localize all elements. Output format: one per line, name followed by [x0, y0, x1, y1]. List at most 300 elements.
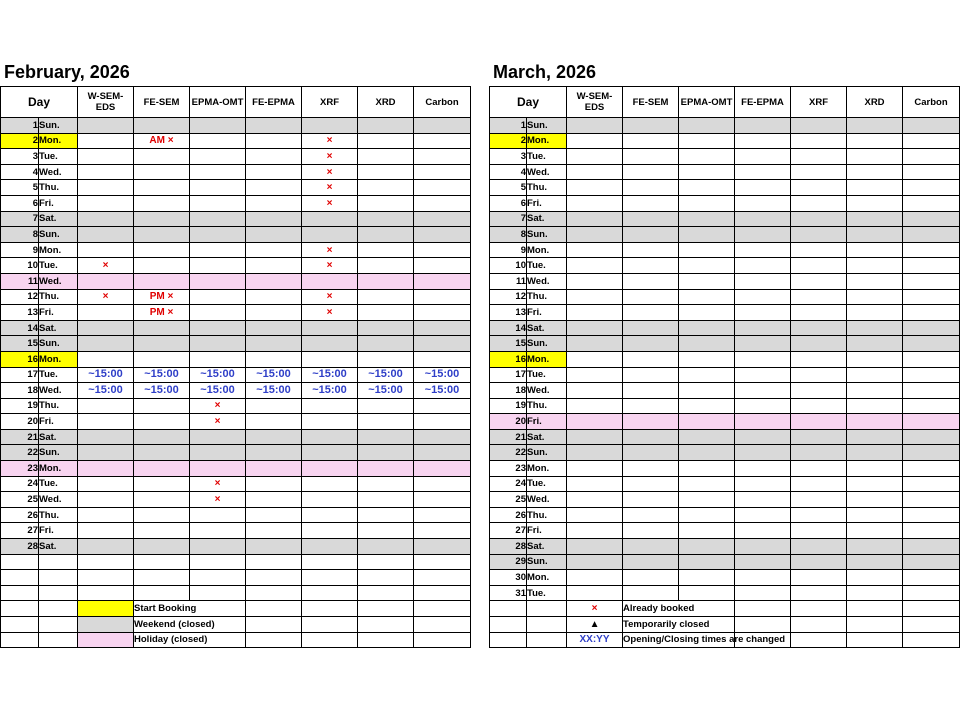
- booking-cell: [414, 149, 471, 165]
- booking-cell: [190, 414, 246, 430]
- booking-cell: [847, 367, 903, 383]
- day-number: 22: [490, 445, 527, 461]
- weekday: Thu.: [527, 398, 567, 414]
- weekday: Thu.: [527, 507, 567, 523]
- booking-cell: [190, 258, 246, 274]
- booking-cell: [134, 180, 190, 196]
- booking-cell: [78, 398, 134, 414]
- booking-cell: [679, 242, 735, 258]
- empty-cell: [39, 570, 78, 586]
- time-sample: XX:YY: [579, 634, 610, 646]
- booking-cell: [567, 523, 623, 539]
- empty-cell: [190, 570, 246, 586]
- empty-cell: [302, 585, 358, 601]
- booking-cell: [78, 180, 134, 196]
- weekday: Fri.: [527, 523, 567, 539]
- day-row: [1, 305, 471, 321]
- booking-cell: [134, 445, 190, 461]
- day-row: [1, 367, 471, 383]
- booking-cell: [134, 227, 190, 243]
- booking-cell: [134, 211, 190, 227]
- booking-cell: [78, 461, 134, 477]
- weekday: Fri.: [39, 195, 78, 211]
- column-header-fe-sem: FE-SEM: [623, 87, 679, 118]
- booking-cell: [414, 133, 471, 149]
- booking-cell: [791, 429, 847, 445]
- booking-cell: [134, 242, 190, 258]
- booking-cell: [679, 351, 735, 367]
- booking-cell: [134, 118, 190, 134]
- booked-mark: ×: [214, 416, 221, 428]
- booking-cell: [679, 570, 735, 586]
- booking-cell: [567, 180, 623, 196]
- booking-cell: [679, 585, 735, 601]
- empty-cell: [39, 617, 78, 633]
- empty-cell: [302, 554, 358, 570]
- booking-cell: [246, 164, 302, 180]
- legend-label: Temporarily closed: [623, 617, 735, 633]
- booking-cell: [735, 367, 791, 383]
- booking-cell: [358, 351, 414, 367]
- booking-cell: [567, 398, 623, 414]
- booked-mark: ×: [326, 306, 333, 318]
- empty-cell: [246, 617, 302, 633]
- empty-cell: [134, 585, 190, 601]
- booking-cell: [679, 320, 735, 336]
- empty-cell: [414, 554, 471, 570]
- booking-cell: [791, 539, 847, 555]
- booking-cell: [134, 289, 190, 305]
- booking-cell: [847, 383, 903, 399]
- booking-cell: [414, 429, 471, 445]
- weekday: Fri.: [39, 305, 78, 321]
- day-row: [1, 180, 471, 196]
- booking-cell: [735, 227, 791, 243]
- booking-cell: [623, 429, 679, 445]
- day-number: 20: [490, 414, 527, 430]
- booking-cell: [903, 507, 960, 523]
- booking-cell: [190, 164, 246, 180]
- column-header-carbon: Carbon: [903, 87, 960, 118]
- booking-cell: [358, 133, 414, 149]
- booked-mark: ×: [214, 400, 221, 412]
- booking-cell: [567, 195, 623, 211]
- empty-cell: [39, 585, 78, 601]
- weekday: Sat.: [527, 539, 567, 555]
- booking-cell: [246, 211, 302, 227]
- booking-cell: [791, 461, 847, 477]
- booking-cell: [414, 492, 471, 508]
- booked-mark: AM ×: [149, 135, 174, 147]
- booking-cell: [78, 305, 134, 321]
- booking-cell: [791, 336, 847, 352]
- booking-cell: [302, 258, 358, 274]
- booking-cell: [358, 164, 414, 180]
- day-number: 7: [490, 211, 527, 227]
- booking-cell: [903, 539, 960, 555]
- weekday: Sat.: [39, 539, 78, 555]
- booking-cell: [567, 383, 623, 399]
- weekday: Sun.: [527, 554, 567, 570]
- booking-cell: [302, 367, 358, 383]
- booking-cell: [791, 227, 847, 243]
- booking-cell: [903, 476, 960, 492]
- booking-cell: [847, 414, 903, 430]
- booking-cell: [567, 289, 623, 305]
- day-row: [1, 211, 471, 227]
- booking-cell: [567, 507, 623, 523]
- booking-cell: [903, 164, 960, 180]
- time-change: ~15:00: [256, 368, 291, 381]
- booked-mark: ×: [326, 260, 333, 272]
- booking-cell: [735, 585, 791, 601]
- booking-cell: [190, 461, 246, 477]
- day-number: 18: [490, 383, 527, 399]
- booked-mark: PM ×: [149, 291, 174, 303]
- empty-cell: [302, 617, 358, 633]
- booking-cell: [358, 383, 414, 399]
- booking-cell: [414, 445, 471, 461]
- day-row: [1, 523, 471, 539]
- booking-cell: [414, 273, 471, 289]
- booking-cell: [134, 507, 190, 523]
- booking-cell: [414, 351, 471, 367]
- booking-cell: [567, 258, 623, 274]
- booking-cell: [246, 149, 302, 165]
- day-number: 4: [1, 164, 39, 180]
- empty-cell: [246, 585, 302, 601]
- weekday: Fri.: [39, 414, 78, 430]
- empty-cell: [246, 554, 302, 570]
- weekday: Tue.: [527, 585, 567, 601]
- day-number: 20: [1, 414, 39, 430]
- weekday: Wed.: [527, 383, 567, 399]
- weekday: Wed.: [39, 273, 78, 289]
- day-number: 28: [1, 539, 39, 555]
- booking-cell: [791, 320, 847, 336]
- booking-cell: [735, 242, 791, 258]
- day-row: [1, 336, 471, 352]
- booking-cell: [190, 227, 246, 243]
- booking-cell: [623, 320, 679, 336]
- booking-cell: [791, 476, 847, 492]
- booking-cell: [903, 133, 960, 149]
- booking-cell: [567, 211, 623, 227]
- booking-cell: [78, 414, 134, 430]
- booking-cell: [679, 476, 735, 492]
- booking-cell: [567, 242, 623, 258]
- booking-cell: [903, 320, 960, 336]
- day-row: [490, 398, 960, 414]
- booking-cell: [623, 195, 679, 211]
- column-header-epma-omt: EPMA-OMT: [190, 87, 246, 118]
- booking-cell: [847, 570, 903, 586]
- time-change: ~15:00: [312, 383, 347, 396]
- booking-cell: [791, 351, 847, 367]
- booking-cell: [735, 133, 791, 149]
- day-number: 15: [490, 336, 527, 352]
- booked-mark: ×: [326, 291, 333, 303]
- empty-cell: [302, 570, 358, 586]
- day-number: 1: [1, 118, 39, 134]
- time-change: ~15:00: [424, 383, 460, 396]
- day-number: 17: [490, 367, 527, 383]
- booking-cell: [791, 180, 847, 196]
- booking-cell: [246, 461, 302, 477]
- day-row: [490, 554, 960, 570]
- booking-cell: [134, 133, 190, 149]
- booking-cell: [903, 242, 960, 258]
- day-row: [1, 492, 471, 508]
- booking-cell: [679, 336, 735, 352]
- booking-cell: [134, 492, 190, 508]
- booking-cell: [847, 258, 903, 274]
- booking-cell: [679, 492, 735, 508]
- booking-cell: [134, 461, 190, 477]
- booking-cell: [623, 445, 679, 461]
- weekday: Wed.: [39, 164, 78, 180]
- day-number: 25: [1, 492, 39, 508]
- booking-cell: [903, 429, 960, 445]
- weekday: Mon.: [527, 133, 567, 149]
- booking-cell: [78, 336, 134, 352]
- booking-cell: [134, 195, 190, 211]
- booking-cell: [246, 273, 302, 289]
- empty-cell: [847, 601, 903, 617]
- booking-cell: [791, 211, 847, 227]
- booking-cell: [190, 149, 246, 165]
- booking-cell: [414, 180, 471, 196]
- booking-cell: [623, 336, 679, 352]
- booking-cell: [791, 492, 847, 508]
- empty-cell: [414, 601, 471, 617]
- booking-cell: [246, 336, 302, 352]
- booking-cell: [791, 507, 847, 523]
- weekday: Mon.: [39, 133, 78, 149]
- booking-cell: [791, 554, 847, 570]
- booking-cell: [735, 398, 791, 414]
- booking-cell: [735, 273, 791, 289]
- booking-cell: [735, 351, 791, 367]
- empty-cell: [39, 554, 78, 570]
- empty-cell: [78, 585, 134, 601]
- booking-cell: [735, 414, 791, 430]
- booking-cell: [791, 305, 847, 321]
- empty-cell: [414, 570, 471, 586]
- day-row: [490, 367, 960, 383]
- booking-cell: [623, 211, 679, 227]
- day-row: [490, 429, 960, 445]
- weekday: Fri.: [527, 195, 567, 211]
- booking-cell: [903, 273, 960, 289]
- booking-cell: [791, 164, 847, 180]
- day-number: 16: [490, 351, 527, 367]
- day-row: [1, 351, 471, 367]
- day-number: 13: [1, 305, 39, 321]
- booking-cell: [134, 523, 190, 539]
- booking-cell: [414, 383, 471, 399]
- empty-cell: [246, 632, 302, 648]
- booked-mark: ×: [102, 260, 109, 272]
- booked-mark: ×: [326, 166, 333, 178]
- booking-cell: [623, 414, 679, 430]
- booking-cell: [134, 383, 190, 399]
- booking-cell: [623, 507, 679, 523]
- booking-cell: [246, 539, 302, 555]
- day-row: [490, 289, 960, 305]
- empty-cell: [358, 617, 414, 633]
- weekday: Sun.: [527, 118, 567, 134]
- booking-cell: [847, 195, 903, 211]
- weekday: Tue.: [39, 367, 78, 383]
- time-change: ~15:00: [256, 383, 291, 396]
- booking-cell: [414, 211, 471, 227]
- booking-cell: [134, 429, 190, 445]
- booking-cell: [246, 414, 302, 430]
- column-header-carbon: Carbon: [414, 87, 471, 118]
- empty-cell: [246, 570, 302, 586]
- day-row: [490, 336, 960, 352]
- booking-cell: [302, 118, 358, 134]
- day-number: 17: [1, 367, 39, 383]
- booking-cell: [735, 305, 791, 321]
- booking-cell: [246, 133, 302, 149]
- booking-cell: [134, 351, 190, 367]
- legend-label: Start Booking: [134, 601, 246, 617]
- booking-cell: [903, 211, 960, 227]
- booking-cell: [134, 398, 190, 414]
- booking-cell: [414, 539, 471, 555]
- column-header-xrd: XRD: [358, 87, 414, 118]
- column-header-w-sem-eds: W-SEM-EDS: [567, 87, 623, 118]
- booking-cell: [78, 523, 134, 539]
- booked-mark: PM ×: [149, 306, 174, 318]
- booking-cell: [246, 383, 302, 399]
- day-row: [490, 383, 960, 399]
- weekday: Tue.: [39, 258, 78, 274]
- booking-cell: [78, 476, 134, 492]
- booking-cell: [903, 289, 960, 305]
- day-number: 12: [1, 289, 39, 305]
- booking-cell: [302, 461, 358, 477]
- weekday: Tue.: [527, 367, 567, 383]
- empty-cell: [246, 601, 302, 617]
- time-change: ~15:00: [88, 383, 123, 396]
- day-number: 9: [1, 242, 39, 258]
- booking-cell: [358, 476, 414, 492]
- booking-cell: [134, 539, 190, 555]
- day-number: 1: [490, 118, 527, 134]
- booking-cell: [903, 367, 960, 383]
- booking-cell: [78, 429, 134, 445]
- weekday: Thu.: [39, 289, 78, 305]
- booked-mark: ×: [326, 197, 333, 209]
- booking-cell: [78, 492, 134, 508]
- booking-cell: [134, 305, 190, 321]
- booking-cell: [567, 118, 623, 134]
- booking-cell: [190, 351, 246, 367]
- booking-cell: [567, 273, 623, 289]
- booking-cell: [567, 445, 623, 461]
- booking-cell: [302, 445, 358, 461]
- booking-cell: [903, 570, 960, 586]
- day-number: 2: [1, 133, 39, 149]
- day-number: 18: [1, 383, 39, 399]
- day-row: [1, 289, 471, 305]
- booking-cell: [735, 180, 791, 196]
- booking-cell: [414, 523, 471, 539]
- weekday: Wed.: [527, 492, 567, 508]
- day-number: 4: [490, 164, 527, 180]
- day-row: [490, 258, 960, 274]
- booking-cell: [358, 149, 414, 165]
- day-number: 30: [490, 570, 527, 586]
- booking-cell: [246, 476, 302, 492]
- booking-cell: [735, 211, 791, 227]
- day-number: 9: [490, 242, 527, 258]
- booking-cell: [679, 367, 735, 383]
- booking-cell: [134, 414, 190, 430]
- empty-cell: [527, 617, 567, 633]
- booking-cell: [246, 289, 302, 305]
- booking-cell: [847, 320, 903, 336]
- booking-cell: [735, 149, 791, 165]
- booking-cell: [302, 305, 358, 321]
- booking-cell: [190, 336, 246, 352]
- booking-cell: [903, 383, 960, 399]
- booking-cell: [679, 118, 735, 134]
- legend-row: [490, 601, 960, 617]
- empty-cell: [903, 601, 960, 617]
- day-row: [1, 507, 471, 523]
- booking-cell: [78, 351, 134, 367]
- march-title: March, 2026: [493, 62, 597, 82]
- day-number: 29: [490, 554, 527, 570]
- booking-cell: [567, 133, 623, 149]
- booking-cell: [735, 523, 791, 539]
- booking-cell: [358, 336, 414, 352]
- day-row: [490, 211, 960, 227]
- weekday: Mon.: [39, 461, 78, 477]
- weekday: Sat.: [527, 429, 567, 445]
- booking-cell: [847, 242, 903, 258]
- booking-cell: [246, 195, 302, 211]
- booking-cell: [246, 523, 302, 539]
- booking-cell: [679, 164, 735, 180]
- day-number: 7: [1, 211, 39, 227]
- weekday: Sun.: [527, 445, 567, 461]
- empty-cell: [1, 585, 39, 601]
- booking-cell: [567, 149, 623, 165]
- empty-row: [1, 585, 471, 601]
- booking-cell: [134, 367, 190, 383]
- empty-cell: [735, 601, 791, 617]
- legend-swatch: [78, 632, 134, 648]
- empty-cell: [358, 585, 414, 601]
- day-number: 31: [490, 585, 527, 601]
- booking-cell: [623, 242, 679, 258]
- booking-cell: [567, 414, 623, 430]
- booking-cell: [623, 554, 679, 570]
- empty-cell: [1, 601, 39, 617]
- booked-mark: ×: [326, 244, 333, 256]
- booking-cell: [847, 539, 903, 555]
- booking-cell: [903, 351, 960, 367]
- booking-cell: [623, 164, 679, 180]
- time-change: ~15:00: [368, 383, 403, 396]
- booking-cell: [190, 429, 246, 445]
- booking-cell: [78, 133, 134, 149]
